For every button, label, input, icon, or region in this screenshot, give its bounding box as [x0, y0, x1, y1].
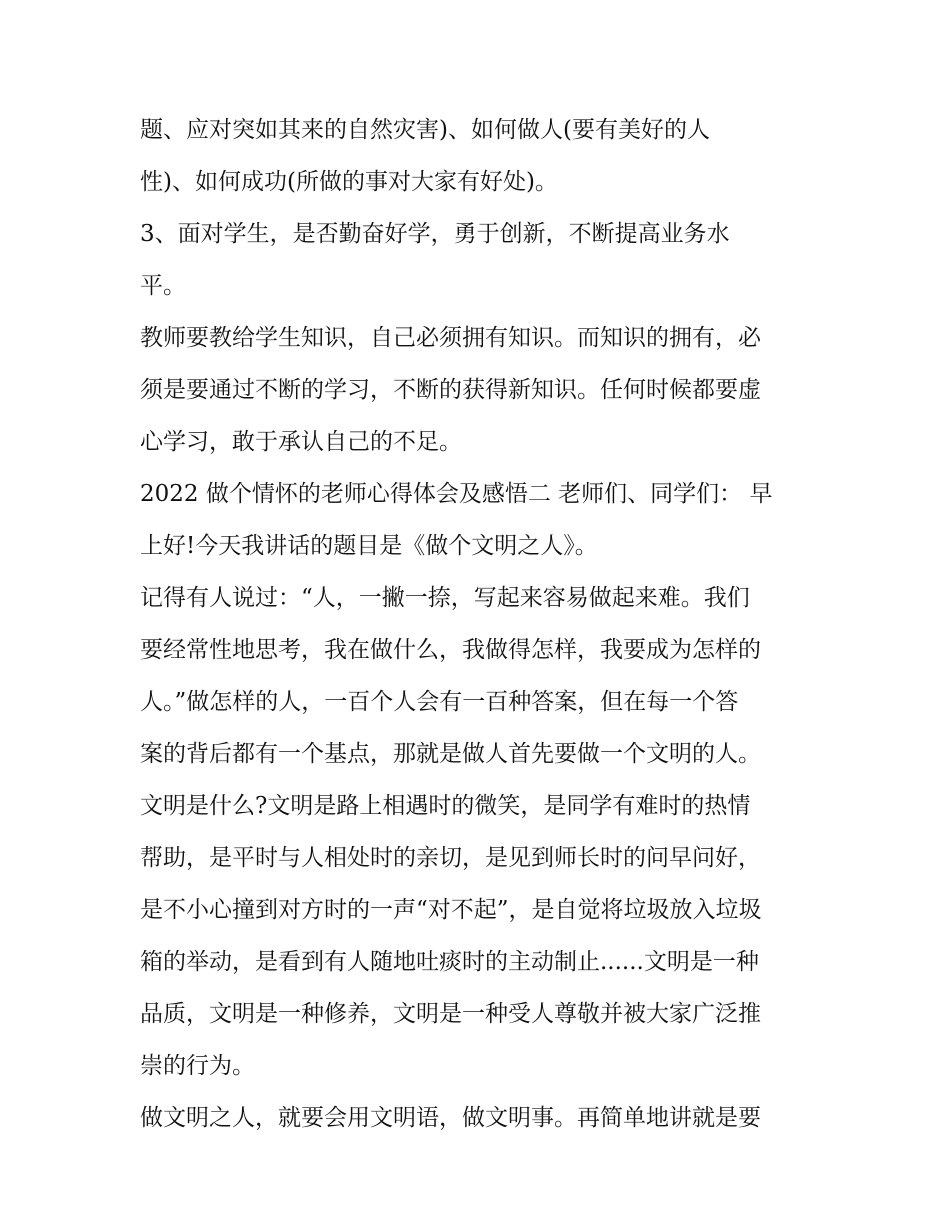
text-line: 崇的行为。 — [140, 1053, 255, 1079]
text-line: 要经常性地思考，我在做什么，我做得怎样，我要成为怎样的 — [140, 637, 761, 663]
text-line: 案的背后都有一个基点，那就是做人首先要做一个文明的人。 — [140, 741, 761, 767]
text-line: 品质，文明是一种修养，文明是一种受人尊敬并被大家广泛推 — [140, 1001, 761, 1027]
text-line: 心学习，敢于承认自己的不足。 — [140, 429, 462, 455]
text-line: 箱的举动，是看到有人随地吐痰时的主动制止......文明是一种 — [140, 949, 759, 975]
text-line: 教师要教给学生知识，自己必须拥有知识。而知识的拥有，必 — [140, 325, 761, 351]
text-line: 是不小心撞到对方时的一声“对不起”，是自觉将垃圾放入垃圾 — [140, 897, 762, 923]
text-line: 记得有人说过：“人，一撇一捺，写起来容易做起来难。我们 — [140, 585, 750, 611]
text-line: 上好!今天我讲话的题目是《做个文明之人》。 — [140, 533, 598, 559]
text-line: 2022 做个情怀的老师心得体会及感悟二 老师们、同学们： 早 — [140, 481, 773, 507]
text-line: 3、面对学生，是否勤奋好学，勇于创新，不断提高业务水 — [140, 221, 730, 247]
text-line: 文明是什么?文明是路上相遇时的微笑，是同学有难时的热情 — [140, 793, 751, 819]
document-body — [140, 108, 820, 1148]
text-line: 人。”做怎样的人，一百个人会有一百种答案，但在每一个答 — [140, 689, 739, 715]
text-line: 帮助，是平时与人相处时的亲切，是见到师长时的问早问好， — [140, 845, 761, 871]
text-line: 平。 — [140, 273, 186, 299]
text-line: 做文明之人，就要会用文明语，做文明事。再简单地讲就是要 — [140, 1105, 761, 1131]
text-line: 题、应对突如其来的自然灾害)、如何做人(要有美好的人 — [140, 117, 710, 143]
text-line: 性)、如何成功(所做的事对大家有好处)。 — [140, 169, 558, 195]
text-line: 须是要通过不断的学习，不断的获得新知识。任何时候都要虚 — [140, 377, 761, 403]
